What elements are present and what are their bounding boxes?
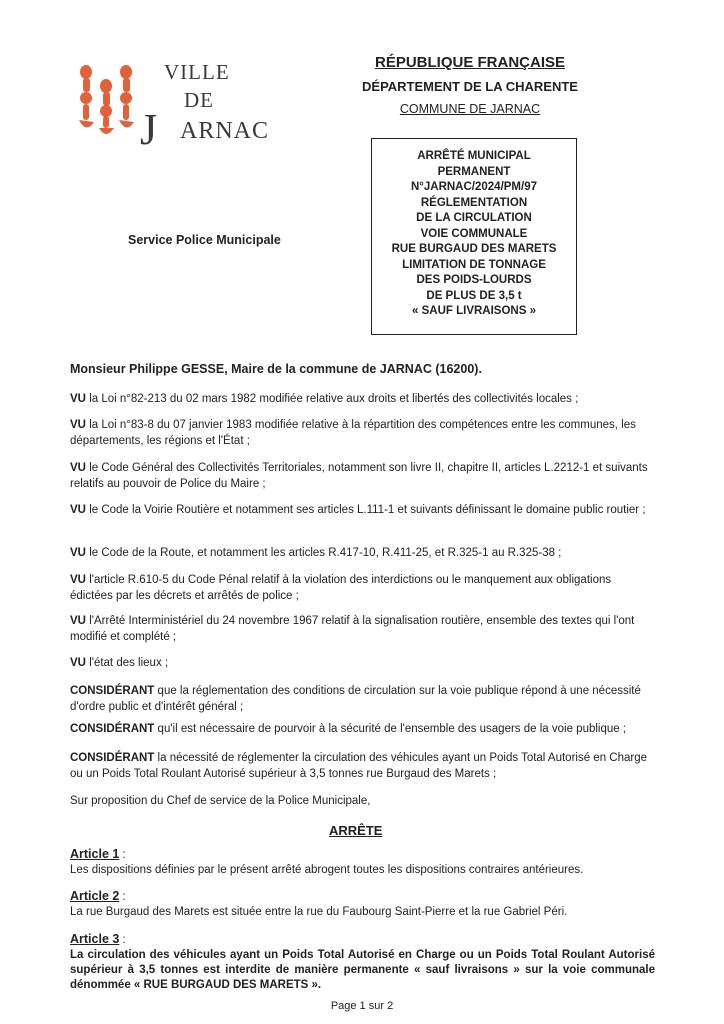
article-3 <box>70 932 655 993</box>
article-text: Les dispositions définies par le présent arrêté abrogent toutes les dispositions contraires antérieures. <box>70 864 584 876</box>
vu-label: VU <box>70 574 86 586</box>
service-label: Service Police Municipale <box>128 233 281 247</box>
vu-label: VU <box>70 657 86 669</box>
arrete-heading: ARRÊTE <box>329 823 383 838</box>
article-title: Article 3 <box>70 932 120 946</box>
considerant-text: la nécessité de réglementer la circulation des véhicules ayant un Poids Total Autorisé en Charge ou un Poids Total Roulant Autorisé supérieur à 3,5 tonnes rue Burgaud des Marets ; <box>70 752 648 780</box>
vu-label: VU <box>70 547 86 559</box>
article-1 <box>70 847 655 878</box>
considerant-label: CONSIDÉRANT <box>70 685 155 697</box>
decree-line: VOIE COMMUNALE <box>420 227 528 240</box>
logo-arnac: ARNAC <box>180 118 270 144</box>
decree-line: LIMITATION DE TONNAGE <box>402 258 546 271</box>
vu-paragraph <box>70 461 655 492</box>
republic-title: RÉPUBLIQUE FRANÇAISE <box>374 54 565 71</box>
vu-text: l'état des lieux ; <box>89 657 169 669</box>
vu-paragraph <box>70 614 655 645</box>
vu-label: VU <box>70 419 86 431</box>
logo-ville: VILLE <box>164 60 230 84</box>
considerant-paragraph <box>70 684 655 715</box>
republic-header <box>360 54 580 116</box>
considerant-label: CONSIDÉRANT <box>70 752 155 764</box>
decree-line: RÉGLEMENTATION <box>420 196 528 209</box>
article-text: La rue Burgaud des Marets est située entre la rue du Faubourg Saint-Pierre et la rue Gabriel Péri. <box>70 906 568 918</box>
article-colon: : <box>119 934 126 946</box>
mayor-line: Monsieur Philippe GESSE, Maire de la commune de JARNAC (16200). <box>70 362 482 376</box>
vu-text: la Loi n°82-213 du 02 mars 1982 modifiée relative aux droits et libertés des collectivités locales ; <box>89 393 579 405</box>
article-text: La circulation des véhicules ayant un Poids Total Autorisé en Charge ou un Poids Total Roulant Autorisé supérieur à 3,5 tonnes est interdite de manière permanente « sauf livraisons » sur la voie communale dénommée « RUE BURGAUD DES MARETS ». <box>70 949 655 991</box>
vu-paragraph <box>70 392 655 408</box>
decree-line: DE PLUS DE 3,5 t <box>426 289 522 302</box>
decree-line: DES POIDS-LOURDS <box>416 274 532 286</box>
commune-title: COMMUNE DE JARNAC <box>399 102 541 116</box>
proposition-line: Sur proposition du Chef de service de la Police Municipale, <box>70 795 371 807</box>
article-colon: : <box>119 891 126 903</box>
vu-paragraph <box>70 503 655 519</box>
logo-de: DE <box>184 88 214 112</box>
considerant-text: qu'il est nécessaire de pourvoir à la sécurité de l'ensemble des usagers de la voie publique ; <box>157 723 627 735</box>
article-2 <box>70 889 655 920</box>
vu-text: le Code Général des Collectivités Territoriales, notamment son livre II, chapitre II, articles L.2212-1 et suivants relatifs au pouvoir de Police du Maire ; <box>70 462 648 490</box>
vu-paragraph <box>70 656 655 672</box>
ville-de-jarnac-logo <box>74 58 270 158</box>
vu-paragraph <box>70 573 655 604</box>
considerant-paragraph <box>70 722 655 738</box>
department-title: DÉPARTEMENT DE LA CHARENTE <box>362 79 578 94</box>
page-footer: Page 1 sur 2 <box>330 1000 394 1012</box>
article-title: Article 2 <box>70 889 120 903</box>
decree-line: DE LA CIRCULATION <box>416 212 532 224</box>
considerant-paragraph <box>70 751 655 782</box>
decree-line: RUE BURGAUD DES MARETS <box>391 243 557 255</box>
vu-paragraph <box>70 418 655 449</box>
decree-line: N°JARNAC/2024/PM/97 <box>410 181 538 193</box>
seahorse-icon <box>74 64 138 138</box>
vu-text: le Code la Voirie Routière et notamment ses articles L.111-1 et suivants définissant le domaine public routier ; <box>89 504 646 516</box>
vu-label: VU <box>70 615 86 627</box>
vu-text: l'Arrêté Interministériel du 24 novembre 1967 relatif à la signalisation routière, ensemble des textes qui l'ont modifié et complété ; <box>70 615 635 643</box>
vu-paragraph <box>70 546 655 562</box>
considerant-label: CONSIDÉRANT <box>70 723 155 735</box>
considerant-text: que la réglementation des conditions de circulation sur la voie publique répond à une nécessité d'ordre public et d'intérêt général ; <box>70 685 641 713</box>
vu-label: VU <box>70 462 86 474</box>
article-colon: : <box>119 849 126 861</box>
logo-j: J <box>140 105 159 154</box>
article-title: Article 1 <box>70 847 120 861</box>
decree-line: ARRÊTÉ MUNICIPAL <box>417 150 531 162</box>
decree-title-box <box>371 138 577 335</box>
vu-label: VU <box>70 393 86 405</box>
decree-line: PERMANENT <box>437 165 511 178</box>
vu-text: l'article R.610-5 du Code Pénal relatif à la violation des interdictions ou le manquement aux obligations édictées par les décrets et arrêtés de police ; <box>70 574 612 602</box>
vu-text: la Loi n°83-8 du 07 janvier 1983 modifiée relative à la répartition des compétences entre les communes, les départements, les régions et l'État ; <box>70 419 636 447</box>
vu-label: VU <box>70 504 86 516</box>
vu-text: le Code de la Route, et notamment les articles R.417-10, R.411-25, et R.325-1 au R.325-38 ; <box>89 547 562 559</box>
decree-line: « SAUF LIVRAISONS » <box>412 305 536 317</box>
